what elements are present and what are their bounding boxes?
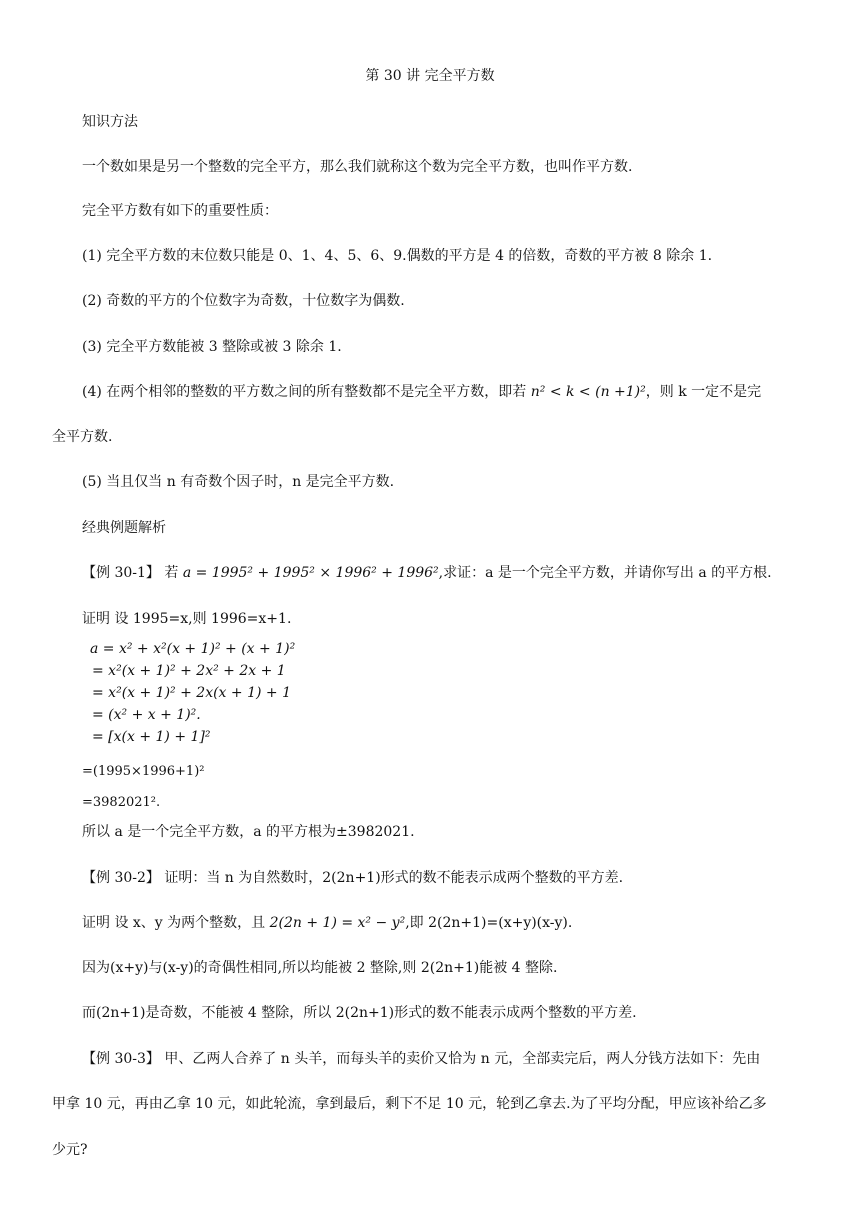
example-formula: a = 1995² + 1995² × 1996² + 1996² xyxy=(182,565,439,581)
example-label: 【例 30-2】 xyxy=(82,870,160,886)
proof-1-line-6: =(1995×1996+1)² xyxy=(82,764,205,779)
derivation-line: a = x² + x²(x + 1)² + (x + 1)² xyxy=(90,641,296,657)
definition-paragraph: 一个数如果是另一个整数的完全平方，那么我们就称这个数为完全平方数，也叫作平方数. xyxy=(82,159,633,175)
property-4 xyxy=(82,382,761,402)
example-text: 甲、乙两人合养了 n 头羊，而每头羊的卖价又恰为 n 元，全部卖完后，两人分钱方法如下：先由 xyxy=(164,1051,761,1067)
proof-2-line-2: 因为(x+y)与(x-y)的奇偶性相同,所以均能被 2 整除,则 2(2n+1)能被 4 整除. xyxy=(82,960,558,976)
property-4-text: (4) 在两个相邻的整数的平方数之间的所有整数都不是完全平方数，即若 xyxy=(82,384,527,400)
example-text-cont: ,求证：a 是一个完全平方数，并请你写出 a 的平方根. xyxy=(438,565,772,581)
example-30-3-end: 少元? xyxy=(52,1142,88,1158)
property-3: (3) 完全平方数能被 3 整除或被 3 除余 1. xyxy=(82,339,342,355)
proof-2-line-3: 而(2n+1)是奇数，不能被 4 整除，所以 2(2n+1)形式的数不能表示成两个整数的平方差. xyxy=(82,1005,637,1021)
example-label: 【例 30-3】 xyxy=(82,1051,160,1067)
example-30-3 xyxy=(82,1049,760,1069)
derivation-line: = x²(x + 1)² + 2x(x + 1) + 1 xyxy=(92,685,291,701)
proof-1-derivation xyxy=(90,638,295,748)
property-4-text-cont: ，则 k 一定不是完 xyxy=(645,384,762,400)
property-2: (2) 奇数的平方的个位数字为奇数，十位数字为偶数. xyxy=(82,293,405,309)
page-title: 第 30 讲 完全平方数 xyxy=(365,68,495,84)
property-1: (1) 完全平方数的末位数只能是 0、1、4、5、6、9.偶数的平方是 4 的倍数，奇数的平方被 8 除余 1. xyxy=(82,248,713,264)
derivation-line: = [x(x + 1) + 1]² xyxy=(92,729,211,745)
proof-text: 证明 设 x、y 为两个整数，且 xyxy=(82,915,266,931)
derivation-line: = x²(x + 1)² + 2x² + 2x + 1 xyxy=(92,663,286,679)
derivation-line: = (x² + x + 1)². xyxy=(92,707,201,723)
property-4-formula: n² < k < (n +1)² xyxy=(530,384,646,400)
example-label: 【例 30-1】 xyxy=(82,565,160,581)
section-heading-examples: 经典例题解析 xyxy=(82,520,166,536)
proof-text-cont: ,即 2(2n+1)=(x+y)(x-y). xyxy=(405,915,573,931)
example-30-1 xyxy=(82,563,772,583)
proof-1-line-7: =3982021². xyxy=(82,795,161,810)
properties-intro: 完全平方数有如下的重要性质： xyxy=(82,203,278,219)
section-heading-methods: 知识方法 xyxy=(82,114,138,130)
property-4-wrap: 全平方数. xyxy=(52,429,113,445)
proof-1-intro: 证明 设 1995=x,则 1996=x+1. xyxy=(82,611,292,627)
example-text: 证明：当 n 为自然数时，2(2n+1)形式的数不能表示成两个整数的平方差. xyxy=(164,870,624,886)
example-30-2 xyxy=(82,868,623,888)
proof-1-conclusion: 所以 a 是一个完全平方数，a 的平方根为±3982021. xyxy=(82,824,415,840)
example-30-3-cont: 甲拿 10 元，再由乙拿 10 元，如此轮流，拿到最后，剩下不足 10 元，轮到乙拿去.为了平均分配，甲应该补给乙多 xyxy=(52,1096,767,1112)
property-5: (5) 当且仅当 n 有奇数个因子时，n 是完全平方数. xyxy=(82,474,395,490)
example-text: 若 xyxy=(164,565,179,581)
proof-2-line-1 xyxy=(82,913,572,933)
proof-formula: 2(2n + 1) = x² − y² xyxy=(269,915,406,931)
